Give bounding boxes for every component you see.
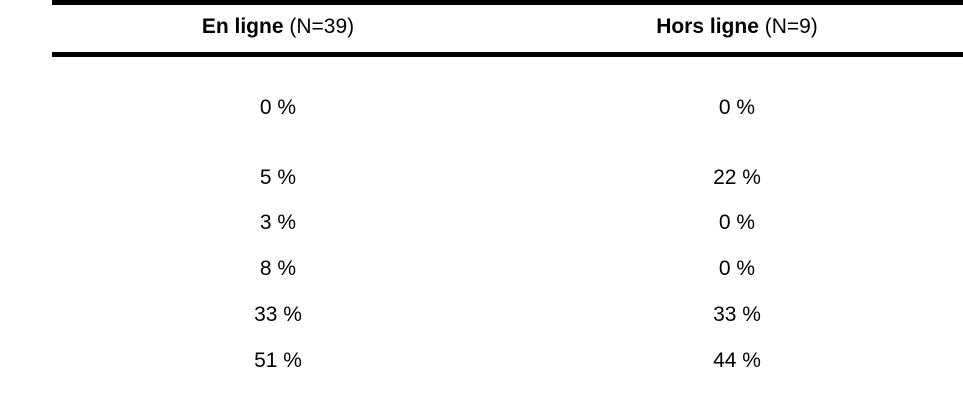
table-cell: 51 % <box>254 349 302 372</box>
table-cell: 0 % <box>259 96 297 119</box>
table-header-rule <box>52 52 963 57</box>
column-header-online-label: En ligne <box>201 15 284 38</box>
column-header-online-count: (N=39) <box>283 15 355 38</box>
column-offline <box>511 0 963 408</box>
table-cell: 0 % <box>718 211 756 234</box>
column-header-offline <box>511 14 963 40</box>
column-header-offline-count: (N=9) <box>758 15 818 38</box>
column-header-offline-label: Hors ligne <box>656 15 759 38</box>
table-cell: 3 % <box>259 211 297 234</box>
table-cell: 33 % <box>713 303 761 326</box>
table-cell: 33 % <box>254 303 302 326</box>
results-table <box>52 0 963 408</box>
table-cell: 44 % <box>713 349 761 372</box>
table-cell: 5 % <box>259 166 297 189</box>
column-header-online <box>52 14 504 40</box>
table-cell: 0 % <box>718 257 756 280</box>
table-cell: 0 % <box>718 96 756 119</box>
table-cell: 8 % <box>259 257 297 280</box>
table-cell: 22 % <box>713 166 761 189</box>
column-online <box>52 0 504 408</box>
